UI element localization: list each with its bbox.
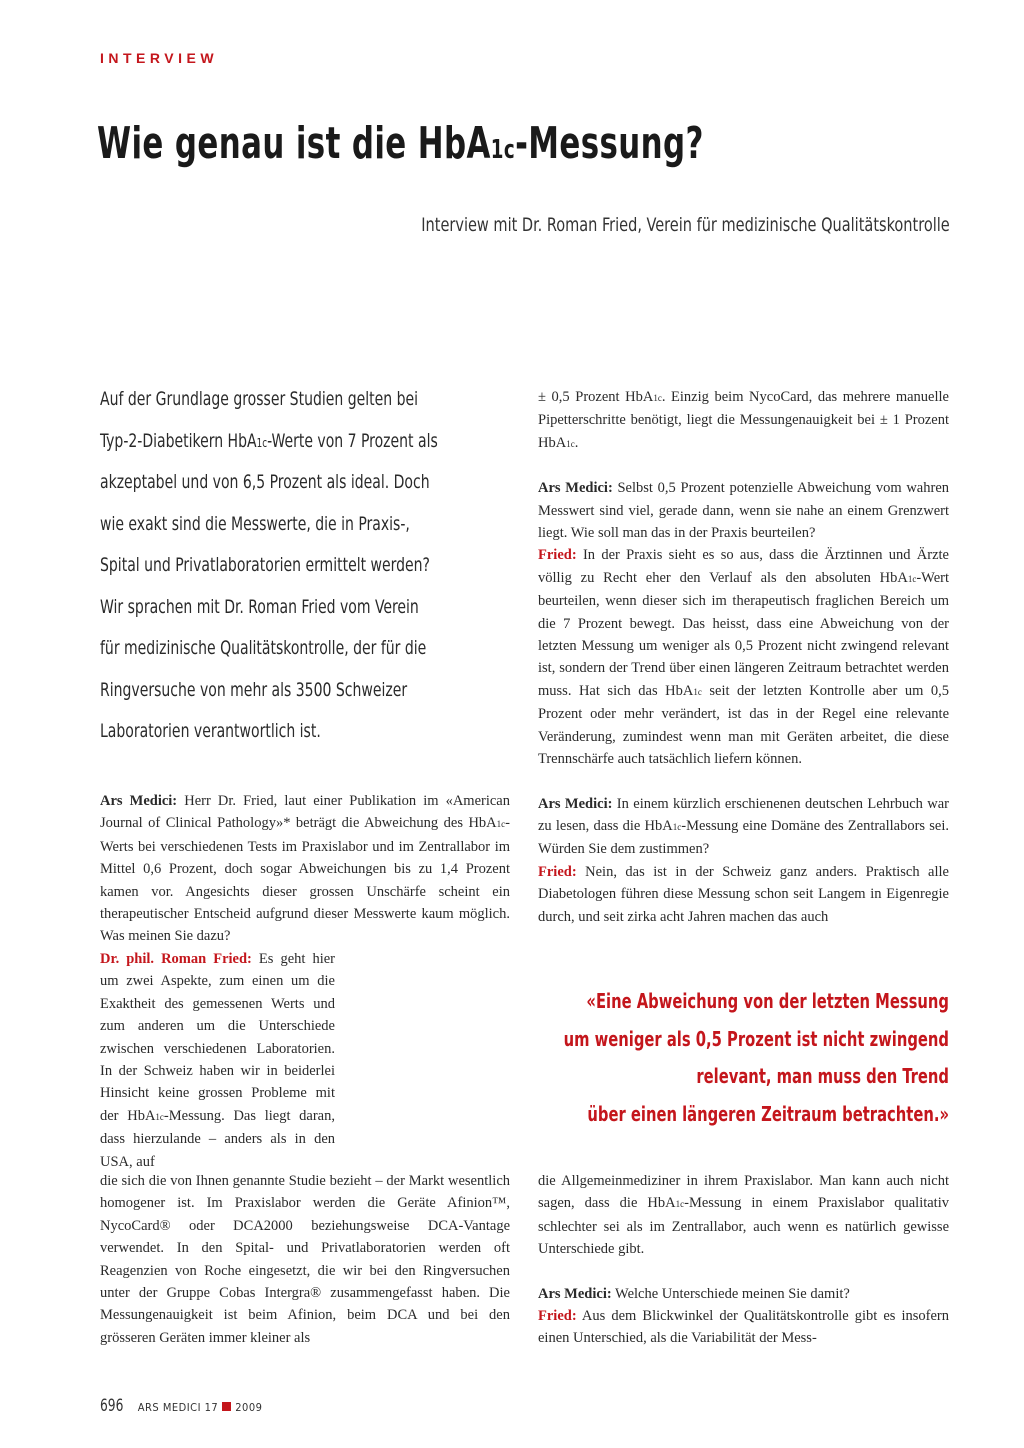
lead-line: akzeptabel und von 6,5 Prozent als ideal. Doch — [100, 471, 430, 493]
answer-3-continued: die Allgemeinmediziner in ihrem Praxislabor. Man kann auch nicht sagen, dass die HbA1c-Messung in einem Praxislabor qualitativ schlechter sei als im Zentrallabor, auch wenn es natürlich gewisse Unterschiede gibt. — [538, 1173, 949, 1258]
speaker-label: Fried: — [538, 547, 577, 564]
speaker-label: Ars Medici: — [538, 795, 613, 812]
question-2: Ars Medici: Selbst 0,5 Prozent potenzielle Abweichung vom wahren Messwert sind viel, gerade dann, wenn sie nahe an einem Grenzwert liegt. Wie soll man das in der Praxis beurteilen? — [538, 480, 950, 542]
page-footer — [100, 1396, 262, 1416]
question-4: Ars Medici: Welche Unterschiede meinen Sie damit? — [538, 1285, 850, 1302]
lead-line: Auf der Grundlage grosser Studien gelten bei — [100, 388, 419, 410]
answer-1-end: ± 0,5 Prozent HbA1c. Einzig beim NycoCard, das mehrere manuelle Pipetterschritte benötigt, liegt die Messungenauigkeit bei ± 1 Prozent HbA1c. — [538, 389, 949, 451]
lead-line: für medizinische Qualitätskontrolle, der für die — [100, 637, 427, 659]
pull-quote-line: über einen längeren Zeitraum betrachten.» — [587, 1101, 949, 1126]
question-3: Ars Medici: In einem kürzlich erschienenen deutschen Lehrbuch war zu lesen, dass die HbA1c-Messung eine Domäne des Zentrallabors sei. Würden Sie dem zustimmen? — [538, 795, 950, 858]
speaker-label: Fried: — [538, 1308, 577, 1325]
answer-1-continued: die sich die von Ihnen genannte Studie bezieht – der Markt wesentlich homogener ist. Im Praxislabor werden die Geräte Afinion™, NycoCard® oder DCA2000 beziehungsweise DCA-Vantage verwendet. In den Spital- und Privatlaboratorien werden oft Reagenzien von Roche eingesetzt, die wir bei den Ringversuchen unter der Gruppe Cobas Intergra® zusammengefasst haben. Die Messungenauigkeit ist beim Afinion, beim DCA und bei den grösseren Geräten immer kleiner als — [100, 1173, 510, 1346]
speaker-label: Ars Medici: — [538, 1285, 612, 1302]
lead-line: wie exakt sind die Messwerte, die in Praxis-, — [100, 512, 410, 535]
lead-line: Wir sprachen mit Dr. Roman Fried vom Verein — [100, 595, 419, 618]
lead-line: Typ-2-Diabetikern HbA1c-Werte von 7 Prozent als — [100, 429, 438, 452]
section-kicker: INTERVIEW — [100, 50, 219, 66]
page-number: 696 — [100, 1396, 124, 1416]
lead-paragraph — [100, 384, 570, 758]
issue-year: 2009 — [235, 1401, 263, 1414]
right-column-lower — [538, 1170, 949, 1350]
pull-quote-line: relevant, man muss den Trend — [696, 1064, 949, 1088]
lead-line: Laboratorien verantwortlich ist. — [100, 720, 321, 742]
magazine-name: ARS MEDICI 17 — [137, 1401, 219, 1414]
pull-quote-line: «Eine Abweichung von der letzten Messung — [586, 989, 949, 1013]
article-title: Wie genau ist die HbA1c-Messung? — [97, 118, 704, 169]
answer-2: Fried: In der Praxis sieht es so aus, dass die Ärztinnen und Ärzte völlig zu Recht eher den Verlauf als den absoluten HbA1c-Wert beurteilen, wenn dieser sich im therapeutisch fraglichen Bereich um die 7 Prozent bewegt. Das heisst, dass eine Abweichung von der letzten Messung um weniger als 0,5 Prozent nicht zwingend relevant ist, sondern der Trend über einen längeren Zeitraum betrachtet werden muss. Hat sich das HbA1c seit der letzten Kontrolle aber um 0,5 Prozent oder mehr verändert, ist das in der Regel eine relevante Veränderung, zumindest wenn man mit Geräten arbeitet, die diese Trennschärfe auch tatsächlich liefern können. — [538, 547, 949, 768]
speaker-label: Dr. phil. Roman Fried: — [100, 951, 252, 967]
pull-quote — [429, 988, 949, 1138]
answer-1: Dr. phil. Roman Fried: Es geht hier um zwei Aspekte, zum einen um die Exaktheit des gemessenen Werts und zum anderen um die Unterschiede zwischen verschiedenen Laboratorien. In der Schweiz haben wir in beiderlei Hinsicht keine grossen Probleme mit der HbA1c-Messung. Das liegt daran, dass hierzulande – anders als in den USA, auf — [100, 951, 335, 1170]
right-column-upper — [538, 386, 949, 928]
answer-4: Fried: Aus dem Blickwinkel der Qualitätskontrolle gibt es insofern einen Unterschied, als die Variabilität der Mess- — [538, 1308, 949, 1347]
lead-line: Spital und Privatlaboratorien ermittelt werden? — [100, 554, 430, 576]
article-subtitle: Interview mit Dr. Roman Fried, Verein für medizinische Qualitätskontrolle — [421, 214, 950, 236]
speaker-label: Ars Medici: — [538, 480, 613, 497]
lead-line: Ringversuche von mehr als 3500 Schweizer — [100, 678, 408, 701]
speaker-label: Fried: — [538, 863, 577, 880]
answer-3: Fried: Nein, das ist in der Schweiz ganz anders. Praktisch alle Diabetologen führen diese Messung schon seit Langem in Eigenregie durch, und seit zirka acht Jahren machen das auch — [538, 863, 949, 925]
speaker-label: Ars Medici: — [100, 793, 178, 809]
question-1: Ars Medici: Herr Dr. Fried, laut einer Publikation im «American Journal of Clinical Pathology»* beträgt die Abweichung des HbA1c-Werts bei verschiedenen Tests im Praxislabor und im Zentrallabor im Mittel 0,6 Prozent, doch sogar Abweichungen bis zu 1,4 Prozent kamen vor. Angesichts dieser grossen Unschärfe scheint ein therapeutischer Entscheid aufgrund dieser Messwerte kaum möglich. Was meinen Sie dazu? — [100, 793, 510, 945]
square-bullet-icon — [222, 1402, 231, 1411]
pull-quote-line: um weniger als 0,5 Prozent ist nicht zwingend — [563, 1026, 949, 1051]
